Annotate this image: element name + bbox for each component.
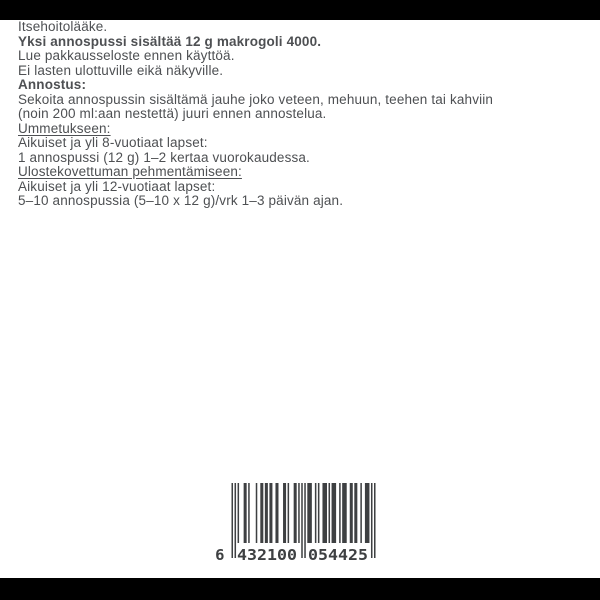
constipation-audience: Aikuiset ja yli 8-vuotiaat lapset: (18, 135, 208, 150)
dosage-heading: Annostus: (18, 77, 87, 92)
svg-text:432100: 432100 (237, 546, 297, 562)
constipation-dose: 1 annospussi (12 g) 1–2 kertaa vuorokaudessa. (18, 149, 310, 165)
svg-text:6: 6 (215, 546, 225, 562)
fecal-impaction-dose: 5–10 annospussia (5–10 x 12 g)/vrk 1–3 päivän ajan. (18, 193, 344, 208)
composition-text: Yksi annospussi sisältää 12 g makrogoli 4000. (18, 33, 322, 49)
letterbox-bottom-bar (0, 578, 600, 600)
fecal-impaction-audience: Aikuiset ja yli 12-vuotiaat lapset: (18, 178, 216, 194)
letterbox-top-bar (0, 0, 600, 20)
keep-away-text: Ei lasten ulottuville eikä näkyville. (18, 62, 224, 78)
fecal-impaction-heading: Ulostekovettuman pehmentämiseen: (18, 164, 242, 179)
read-leaflet-text: Lue pakkausseloste ennen käyttöä. (18, 48, 235, 63)
dosage-instructions-line2: (noin 200 ml:aan nestettä) juuri ennen annostelua. (18, 106, 327, 121)
ean13-barcode (213, 483, 376, 562)
barcode-graphic (213, 483, 376, 562)
label-text-area (18, 20, 578, 209)
svg-text:054425: 054425 (308, 546, 368, 562)
self-care-text: Itsehoitolääke. (18, 19, 108, 34)
dosage-instructions-line1: Sekoita annospussin sisältämä jauhe joko veteen, mehuun, teehen tai kahviin (18, 91, 494, 107)
constipation-heading: Ummetukseen: (18, 120, 111, 136)
